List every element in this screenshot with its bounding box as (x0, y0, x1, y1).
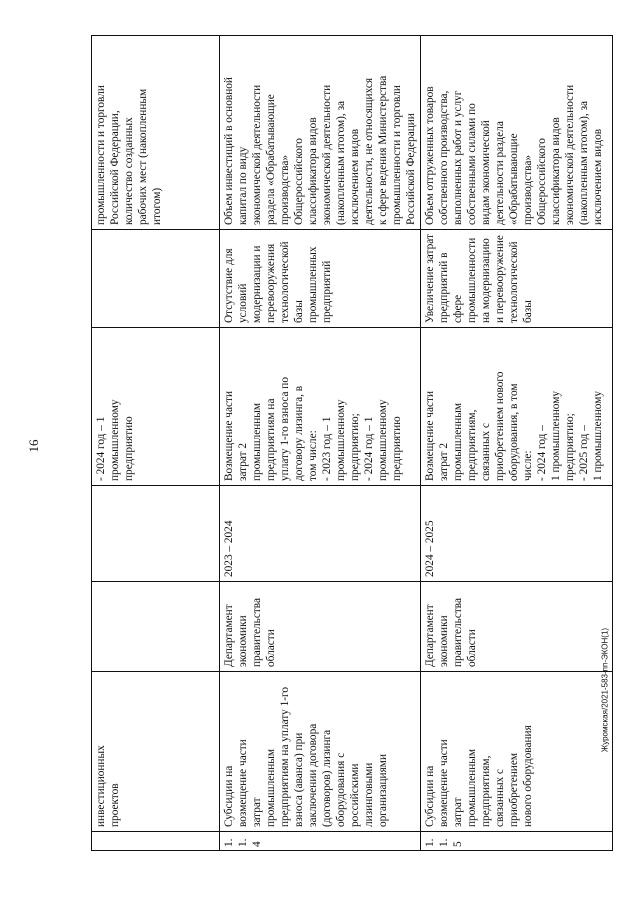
cell-text-line: правительства (452, 598, 464, 667)
document-id: Журомская/2021-583-пп-ЭКОН(1) (600, 627, 610, 753)
cell-text-line: «Обрабатывающие (508, 133, 520, 225)
cell-period: 2023 – 2024 (220, 486, 421, 582)
cell-text-line: договору лизинга, в (293, 385, 305, 481)
page-number: 16 (26, 439, 41, 453)
cell-text-line: экономики (237, 615, 249, 667)
cell-indicator (92, 36, 220, 230)
cell-text-line: собственного производства, (438, 90, 450, 225)
cell-text-line: деятельности, не относящихся (363, 77, 375, 225)
cell-text-line: производства» (522, 155, 534, 225)
cell-text-line: Департамент (424, 604, 436, 667)
cell-text-line: исключением видов (349, 128, 361, 225)
cell-text-line: экономической деятельности (321, 84, 333, 225)
cell-text-line: 1 промышленному (592, 390, 604, 481)
cell-text-line: затрат 2 (438, 442, 450, 481)
cell-text-line: модернизации и (251, 245, 263, 323)
cell-text-line: приобретением нового (494, 371, 506, 481)
cell-text-line: видам экономической (480, 120, 492, 225)
cell-text-line: предприятий в (438, 252, 450, 323)
cell-text-line: возмещение части (237, 739, 249, 827)
cell-text-line: Общероссийского (536, 138, 548, 225)
cell-text-line: - 2025 год – (578, 425, 590, 481)
cell-problem (92, 230, 220, 328)
cell-text-line: технологической (508, 241, 520, 323)
cell-indicator (220, 36, 421, 230)
cell-text-line: области (466, 629, 478, 667)
cell-text-line: том числе: (307, 430, 319, 481)
cell-text-line: сфере (452, 294, 464, 323)
cell-text-line: предприятию (123, 416, 135, 481)
table-row (220, 36, 421, 851)
cell-text-line: Субсидии на (223, 765, 235, 827)
cell-text-line: предприятию (391, 416, 403, 481)
table-row (421, 36, 613, 851)
cell-text-line: затрат (452, 797, 464, 827)
cell-problem (421, 230, 613, 328)
cell-measure-name (92, 672, 220, 832)
cell-text-line: предприятиям, (480, 755, 492, 827)
cell-text-line: промышленных (307, 246, 319, 323)
cell-text-line: (накопленным итогом), за (578, 100, 590, 225)
cell-period: 2024 – 2025 (421, 486, 613, 582)
cell-number: 1.1.4 (220, 832, 421, 851)
cell-text-line: связанных с (494, 768, 506, 827)
cell-text-line: Увеличение затрат (424, 234, 436, 323)
cell-text-line: промышленным (466, 748, 478, 827)
cell-text-line: предприятию; (564, 413, 576, 481)
cell-text-line: промышленным (265, 748, 277, 827)
cell-text-line: затрат 2 (237, 442, 249, 481)
cell-text-line: возмещение части (438, 739, 450, 827)
cell-text-line: итогом) (151, 187, 163, 225)
cell-text-line: количество созданных (123, 117, 135, 225)
cell-text-line: на модернизацию (480, 238, 492, 323)
program-measures-table (91, 35, 613, 851)
cell-text-line: собственными силами по (466, 103, 478, 225)
cell-text-line: промышленному (109, 399, 121, 481)
cell-text-line: области (265, 629, 277, 667)
cell-text-line: Субсидии на (424, 765, 436, 827)
cell-executor (92, 582, 220, 672)
cell-text-line: капитал по виду (237, 146, 249, 225)
cell-text-line: базы (293, 300, 305, 323)
cell-text-line: приобретением (508, 752, 520, 827)
cell-text-line: уплату 1-го взноса по (279, 376, 291, 481)
cell-text-line: взноса (аванса) при (293, 732, 305, 827)
cell-text-line: Российской Федерации, (109, 110, 121, 225)
cell-text-line: Возмещение части (223, 391, 235, 481)
cell-number (92, 832, 220, 851)
cell-text-line: промышленности (466, 237, 478, 323)
cell-text-line: (договоров) лизинга (321, 729, 333, 827)
cell-text-line: и перевооружение (494, 235, 506, 323)
cell-text-line: инвестиционных (95, 745, 107, 827)
cell-text-line: - 2024 год – (536, 425, 548, 481)
table-row (92, 36, 220, 851)
cell-text-line: Возмещение части (424, 391, 436, 481)
cell-text-line: Российской Федерации (405, 113, 417, 225)
cell-text-line: заключении договора (307, 723, 319, 827)
cell-executor (421, 582, 613, 672)
cell-text-line: базы (522, 300, 534, 323)
cell-executor (220, 582, 421, 672)
cell-text-line: деятельности раздела (494, 121, 506, 225)
cell-text-line: исключением видов (592, 128, 604, 225)
cell-text-line: к сфере ведения Министерства (377, 75, 389, 225)
cell-text-line: раздела «Обрабатывающие (265, 94, 277, 225)
cell-support-description (220, 328, 421, 486)
cell-text-line: затрат (251, 797, 263, 827)
cell-text-line: Департамент (223, 604, 235, 667)
cell-text-line: (накопленным итогом), за (335, 100, 347, 225)
cell-text-line: перевооружения (265, 243, 277, 323)
cell-text-line: предприятию; (349, 413, 361, 481)
cell-period (92, 486, 220, 582)
rotated-table-container (91, 36, 604, 851)
cell-text-line: промышленным (452, 402, 464, 481)
cell-text-line: Отсутствие для (223, 248, 235, 323)
cell-support-description (421, 328, 613, 486)
cell-text-line: предприятиям на уплату 1-го (279, 686, 291, 827)
cell-text-line: рабочих мест (накопленным (137, 88, 149, 225)
cell-text-line: - 2024 год – 1 (363, 416, 375, 481)
cell-text-line: лизинговыми (363, 762, 375, 827)
cell-text-line: экономической деятельности (564, 84, 576, 225)
cell-text-line: Общероссийского (293, 138, 305, 225)
cell-text-line: оборудования, в том (508, 383, 520, 481)
cell-support-description (92, 328, 220, 486)
cell-number: 1.1.5 (421, 832, 613, 851)
cell-text-line: экономической деятельности (251, 84, 263, 225)
cell-text-line: - 2024 год – 1 (95, 416, 107, 481)
cell-problem (220, 230, 421, 328)
cell-text-line: классификатора видов (550, 117, 562, 225)
cell-text-line: промышленности и торговли (391, 85, 403, 225)
cell-text-line: условий (237, 283, 249, 323)
cell-text-line: числе: (522, 450, 534, 481)
cell-text-line: Объем отгруженных товаров (424, 86, 436, 225)
cell-text-line: промышленности и торговли (95, 85, 107, 225)
cell-text-line: производства» (279, 155, 291, 225)
cell-text-line: правительства (251, 598, 263, 667)
cell-text-line: нового оборудования (522, 725, 534, 827)
cell-text-line: 1 промышленному (550, 390, 562, 481)
cell-text-line: предприятиям, (466, 409, 478, 481)
cell-text-line: - 2023 год – 1 (321, 416, 333, 481)
cell-text-line: промышленному (377, 399, 389, 481)
cell-text-line: классификатора видов (307, 117, 319, 225)
cell-text-line: оборудования с (335, 752, 347, 827)
cell-text-line: промышленному (335, 399, 347, 481)
cell-text-line: организациями (377, 754, 389, 827)
cell-measure-name (220, 672, 421, 832)
cell-text-line: российскими (349, 763, 361, 827)
cell-indicator (421, 36, 613, 230)
cell-text-line: связанных с (480, 422, 492, 481)
cell-text-line: экономики (438, 615, 450, 667)
cell-text-line: предприятий (321, 260, 333, 323)
cell-text-line: промышленным (251, 402, 263, 481)
cell-text-line: Объем инвестиций в основной (223, 77, 235, 225)
cell-text-line: проектов (109, 783, 121, 827)
cell-text-line: предприятиям на (265, 398, 277, 481)
table-viewport (91, 36, 604, 851)
cell-text-line: выполненных работ и услуг (452, 90, 464, 225)
cell-text-line: технологической (279, 241, 291, 323)
cell-measure-name (421, 672, 613, 832)
